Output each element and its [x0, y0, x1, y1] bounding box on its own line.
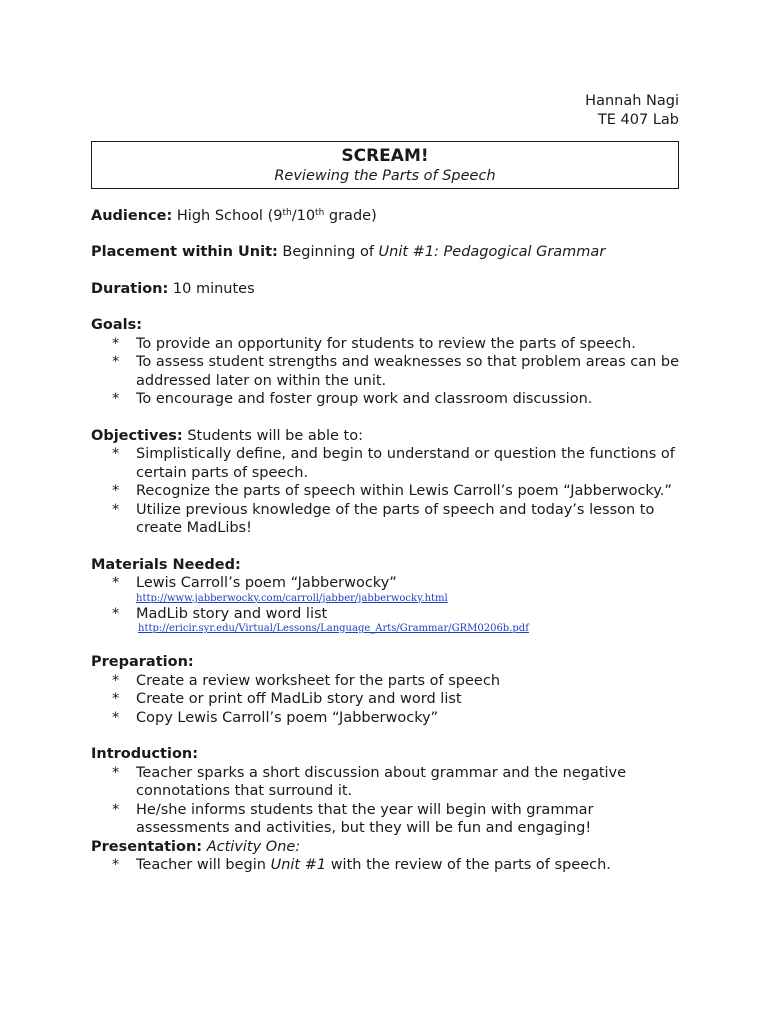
goals-label: Goals:: [91, 317, 143, 333]
presentation-activity: Activity One:: [206, 838, 301, 855]
placement-label: Placement within Unit:: [91, 244, 278, 260]
list-item: * Recognize the parts of speech within Lewis Carroll’s poem “Jabberwocky.”: [91, 482, 679, 501]
materials-label-b: Needed:: [167, 556, 241, 573]
title-box: [91, 141, 679, 189]
placement-field: [91, 243, 679, 262]
audience-text-c: grade): [324, 207, 377, 224]
introduction-label: Introduction:: [91, 746, 199, 762]
list-item: * Simplistically define, and begin to understand or question the functions of certain parts of speech.: [91, 445, 679, 482]
audience-field: [91, 207, 679, 226]
duration-label: Duration:: [91, 280, 169, 297]
list-item: * To encourage and foster group work and classroom discussion.: [91, 390, 679, 409]
duration-text: 10 minutes: [168, 280, 255, 297]
objectives-label: Objectives:: [91, 427, 183, 444]
audience-text-b: /10: [291, 207, 316, 224]
jabberwocky-link[interactable]: http://www.jabberwocky.com/carroll/jabber/jabberwocky.html: [136, 592, 448, 604]
presentation-item-b: with the review of the parts of speech.: [326, 857, 611, 873]
presentation-section: [91, 838, 679, 875]
presentation-item-a: Teacher will begin: [136, 857, 271, 873]
placement-text: Beginning of: [277, 244, 379, 260]
duration-field: [91, 280, 679, 299]
preparation-section: [91, 653, 679, 727]
preparation-list: [91, 672, 679, 728]
goals-list: [91, 335, 679, 409]
presentation-list: [91, 856, 679, 875]
list-item: * Create or print off MadLib story and word list: [91, 690, 679, 709]
list-item: * Teacher sparks a short discussion about grammar and the negative connotations that surround it.: [91, 764, 679, 801]
list-item: [91, 856, 679, 875]
materials-section: [91, 556, 679, 636]
materials-list: [91, 574, 679, 635]
lesson-plan-page: [91, 92, 679, 875]
audience-text-a: High School (9: [172, 207, 283, 224]
audience-label: Audience:: [91, 207, 173, 224]
introduction-list: [91, 764, 679, 838]
list-item: [91, 605, 679, 636]
preparation-label: Preparation:: [91, 654, 194, 670]
lesson-title: SCREAM!: [341, 146, 429, 166]
introduction-section: [91, 745, 679, 838]
objectives-section: [91, 427, 679, 538]
list-item: * To provide an opportunity for students to review the parts of speech.: [91, 335, 679, 354]
lesson-subtitle: Reviewing the Parts of Speech: [274, 168, 496, 184]
materials-label-a: Materials: [91, 556, 168, 573]
audience-sup-b: th: [315, 207, 325, 218]
madlib-link[interactable]: http://ericir.syr.edu/Virtual/Lessons/Language_Arts/Grammar/GRM0206b.pdf: [138, 623, 529, 634]
list-item: * Create a review worksheet for the parts of speech: [91, 672, 679, 691]
list-item: * He/she informs students that the year will begin with grammar assessments and activities, but they will be fun and engaging!: [91, 801, 679, 838]
objectives-list: [91, 445, 679, 538]
list-item: * To assess student strengths and weaknesses so that problem areas can be addressed later on within the unit.: [91, 353, 679, 390]
list-item: [91, 574, 679, 605]
placement-unit: Unit #1: Pedagogical Grammar: [378, 244, 606, 260]
presentation-item-unit: Unit #1: [270, 857, 327, 873]
goals-section: [91, 316, 679, 409]
list-item: * Utilize previous knowledge of the parts of speech and today’s lesson to create MadLibs!: [91, 501, 679, 538]
course-name: TE 407 Lab: [597, 111, 679, 128]
audience-sup-a: th: [282, 207, 292, 218]
author-block: [91, 92, 679, 129]
objectives-intro: Students will be able to:: [182, 427, 363, 444]
list-item: * Copy Lewis Carroll’s poem “Jabberwocky”: [91, 709, 679, 728]
material-text: Lewis Carroll’s poem “Jabberwocky”: [136, 575, 397, 591]
presentation-label: Presentation:: [91, 838, 203, 855]
material-text: MadLib story and word list: [136, 605, 328, 622]
author-name: Hannah Nagi: [585, 93, 679, 109]
